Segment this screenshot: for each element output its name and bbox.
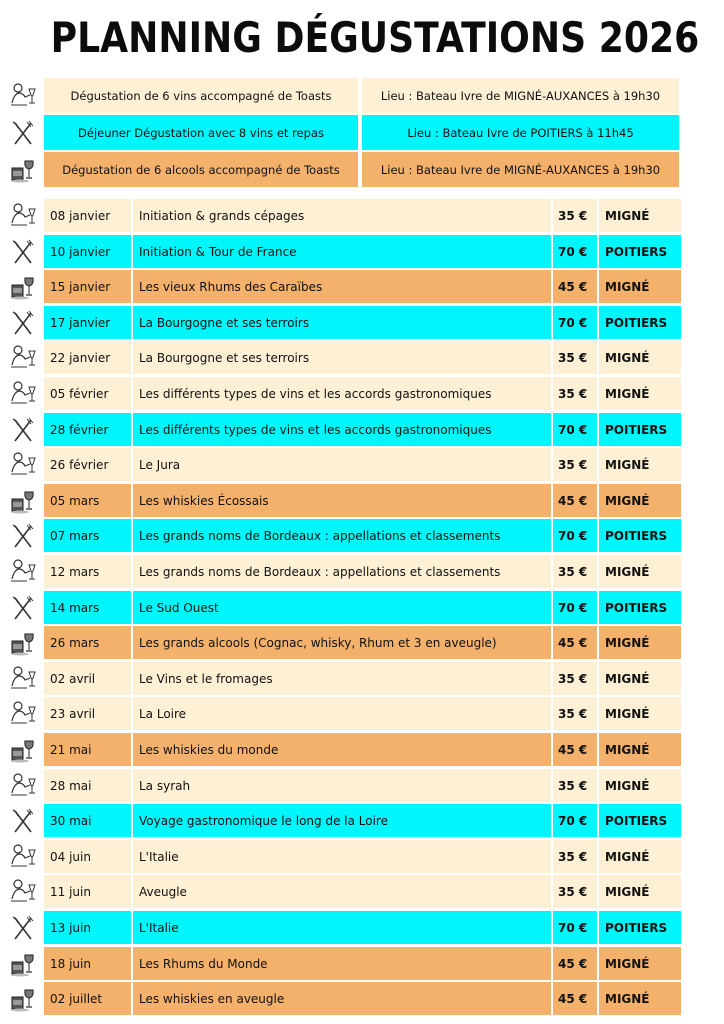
event-price: 35 € <box>553 697 597 730</box>
event-date: 26 février <box>44 448 131 481</box>
table-row <box>0 199 724 232</box>
event-title: Les différents types de vins et les accords gastronomiques <box>133 413 551 446</box>
event-location: MIGNÉ <box>599 555 681 588</box>
legend-location: Lieu : Bateau Ivre de MIGNÉ-AUXANCES à 19h30 <box>362 78 679 113</box>
table-row <box>0 484 724 517</box>
event-title: Les grands noms de Bordeaux : appellations et classements <box>133 555 551 588</box>
event-location: MIGNÉ <box>599 947 681 980</box>
event-price: 45 € <box>553 733 597 766</box>
event-location: MIGNÉ <box>599 875 681 908</box>
event-title: Les whiskies du monde <box>133 733 551 766</box>
event-price: 45 € <box>553 270 597 303</box>
event-location: MIGNÉ <box>599 377 681 410</box>
event-date: 17 janvier <box>44 306 131 339</box>
event-price: 35 € <box>553 662 597 695</box>
fork-knife-icon <box>8 593 38 623</box>
table-row <box>0 804 724 837</box>
event-date: 08 janvier <box>44 199 131 232</box>
table-row <box>0 875 724 908</box>
fork-knife-icon <box>8 308 38 338</box>
event-title: La Bourgogne et ses terroirs <box>133 341 551 374</box>
table-row <box>0 840 724 873</box>
table-row <box>0 982 724 1015</box>
event-location: MIGNÉ <box>599 626 681 659</box>
event-price: 70 € <box>553 235 597 268</box>
table-row <box>0 626 724 659</box>
event-price: 45 € <box>553 626 597 659</box>
event-price: 45 € <box>553 982 597 1015</box>
table-row <box>0 697 724 730</box>
event-price: 70 € <box>553 519 597 552</box>
event-location: POITIERS <box>599 235 681 268</box>
event-location: MIGNÉ <box>599 270 681 303</box>
event-price: 70 € <box>553 306 597 339</box>
event-title: Le Sud Ouest <box>133 591 551 624</box>
sommelier-icon <box>8 343 38 373</box>
event-date: 10 janvier <box>44 235 131 268</box>
event-title: Les grands alcools (Cognac, whisky, Rhum et 3 en aveugle) <box>133 626 551 659</box>
event-title: Le Jura <box>133 448 551 481</box>
table-row <box>0 413 724 446</box>
sommelier-icon <box>8 842 38 872</box>
table-row <box>0 769 724 802</box>
legend-location: Lieu : Bateau Ivre de MIGNÉ-AUXANCES à 19h30 <box>362 152 679 187</box>
sommelier-icon <box>8 557 38 587</box>
fork-knife-icon <box>8 415 38 445</box>
event-price: 70 € <box>553 591 597 624</box>
event-location: MIGNÉ <box>599 982 681 1015</box>
event-location: MIGNÉ <box>599 662 681 695</box>
event-location: MIGNÉ <box>599 840 681 873</box>
event-title: Les différents types de vins et les accords gastronomiques <box>133 377 551 410</box>
event-date: 11 juin <box>44 875 131 908</box>
event-location: MIGNÉ <box>599 341 681 374</box>
event-location: MIGNÉ <box>599 769 681 802</box>
event-location: MIGNÉ <box>599 733 681 766</box>
table-row <box>0 519 724 552</box>
table-row <box>0 662 724 695</box>
table-row <box>0 733 724 766</box>
event-date: 02 avril <box>44 662 131 695</box>
table-row <box>0 947 724 980</box>
sommelier-icon <box>8 699 38 729</box>
spirits-glasses-icon <box>8 155 38 185</box>
event-title: Initiation & grands cépages <box>133 199 551 232</box>
event-price: 45 € <box>553 484 597 517</box>
legend-description: Dégustation de 6 vins accompagné de Toasts <box>44 78 358 113</box>
event-price: 70 € <box>553 413 597 446</box>
event-title: Les whiskies en aveugle <box>133 982 551 1015</box>
event-date: 22 janvier <box>44 341 131 374</box>
sommelier-icon <box>8 379 38 409</box>
fork-knife-icon <box>8 521 38 551</box>
event-price: 45 € <box>553 947 597 980</box>
legend-location: Lieu : Bateau Ivre de POITIERS à 11h45 <box>362 115 679 150</box>
event-title: Voyage gastronomique le long de la Loire <box>133 804 551 837</box>
page-title: PLANNING DÉGUSTATIONS 2026 <box>50 13 700 62</box>
sommelier-icon <box>8 771 38 801</box>
event-title: Initiation & Tour de France <box>133 235 551 268</box>
sommelier-icon <box>8 877 38 907</box>
event-date: 26 mars <box>44 626 131 659</box>
event-price: 35 € <box>553 448 597 481</box>
legend-description: Déjeuner Dégustation avec 8 vins et repas <box>44 115 358 150</box>
event-title: Les whiskies Écossais <box>133 484 551 517</box>
event-date: 30 mai <box>44 804 131 837</box>
spirits-glasses-icon <box>8 272 38 302</box>
event-location: POITIERS <box>599 591 681 624</box>
event-title: Le Vins et le fromages <box>133 662 551 695</box>
table-row <box>0 911 724 944</box>
event-location: POITIERS <box>599 306 681 339</box>
event-date: 14 mars <box>44 591 131 624</box>
event-title: La Loire <box>133 697 551 730</box>
event-date: 18 juin <box>44 947 131 980</box>
event-date: 23 avril <box>44 697 131 730</box>
fork-knife-icon <box>8 118 38 148</box>
table-row <box>0 591 724 624</box>
fork-knife-icon <box>8 237 38 267</box>
table-row <box>0 555 724 588</box>
event-price: 35 € <box>553 199 597 232</box>
spirits-glasses-icon <box>8 949 38 979</box>
event-date: 21 mai <box>44 733 131 766</box>
event-location: MIGNÉ <box>599 697 681 730</box>
table-row <box>0 235 724 268</box>
table-row <box>0 306 724 339</box>
event-title: La syrah <box>133 769 551 802</box>
event-title: L'Italie <box>133 840 551 873</box>
sommelier-icon <box>8 81 38 111</box>
event-date: 04 juin <box>44 840 131 873</box>
sommelier-icon <box>8 664 38 694</box>
event-title: Les vieux Rhums des Caraïbes <box>133 270 551 303</box>
event-title: La Bourgogne et ses terroirs <box>133 306 551 339</box>
event-price: 70 € <box>553 911 597 944</box>
legend-description: Dégustation de 6 alcools accompagné de Toasts <box>44 152 358 187</box>
spirits-glasses-icon <box>8 628 38 658</box>
spirits-glasses-icon <box>8 735 38 765</box>
event-location: MIGNÉ <box>599 448 681 481</box>
event-title: Aveugle <box>133 875 551 908</box>
table-row <box>0 270 724 303</box>
event-title: Les Rhums du Monde <box>133 947 551 980</box>
table-row <box>0 448 724 481</box>
event-location: POITIERS <box>599 413 681 446</box>
event-price: 35 € <box>553 840 597 873</box>
event-price: 35 € <box>553 555 597 588</box>
legend-row <box>0 78 724 113</box>
legend-row <box>0 152 724 187</box>
event-location: POITIERS <box>599 911 681 944</box>
event-location: POITIERS <box>599 519 681 552</box>
event-date: 12 mars <box>44 555 131 588</box>
event-title: L'Italie <box>133 911 551 944</box>
event-price: 35 € <box>553 769 597 802</box>
legend-row <box>0 115 724 150</box>
fork-knife-icon <box>8 806 38 836</box>
event-date: 13 juin <box>44 911 131 944</box>
sommelier-icon <box>8 201 38 231</box>
event-location: MIGNÉ <box>599 199 681 232</box>
event-location: POITIERS <box>599 804 681 837</box>
event-location: MIGNÉ <box>599 484 681 517</box>
event-date: 02 juillet <box>44 982 131 1015</box>
event-date: 05 février <box>44 377 131 410</box>
event-price: 35 € <box>553 875 597 908</box>
spirits-glasses-icon <box>8 486 38 516</box>
sommelier-icon <box>8 450 38 480</box>
event-date: 05 mars <box>44 484 131 517</box>
table-row <box>0 377 724 410</box>
event-title: Les grands noms de Bordeaux : appellations et classements <box>133 519 551 552</box>
table-row <box>0 341 724 374</box>
fork-knife-icon <box>8 913 38 943</box>
event-price: 35 € <box>553 377 597 410</box>
event-price: 35 € <box>553 341 597 374</box>
event-date: 15 janvier <box>44 270 131 303</box>
event-price: 70 € <box>553 804 597 837</box>
spirits-glasses-icon <box>8 984 38 1014</box>
event-date: 28 mai <box>44 769 131 802</box>
event-date: 07 mars <box>44 519 131 552</box>
event-date: 28 février <box>44 413 131 446</box>
